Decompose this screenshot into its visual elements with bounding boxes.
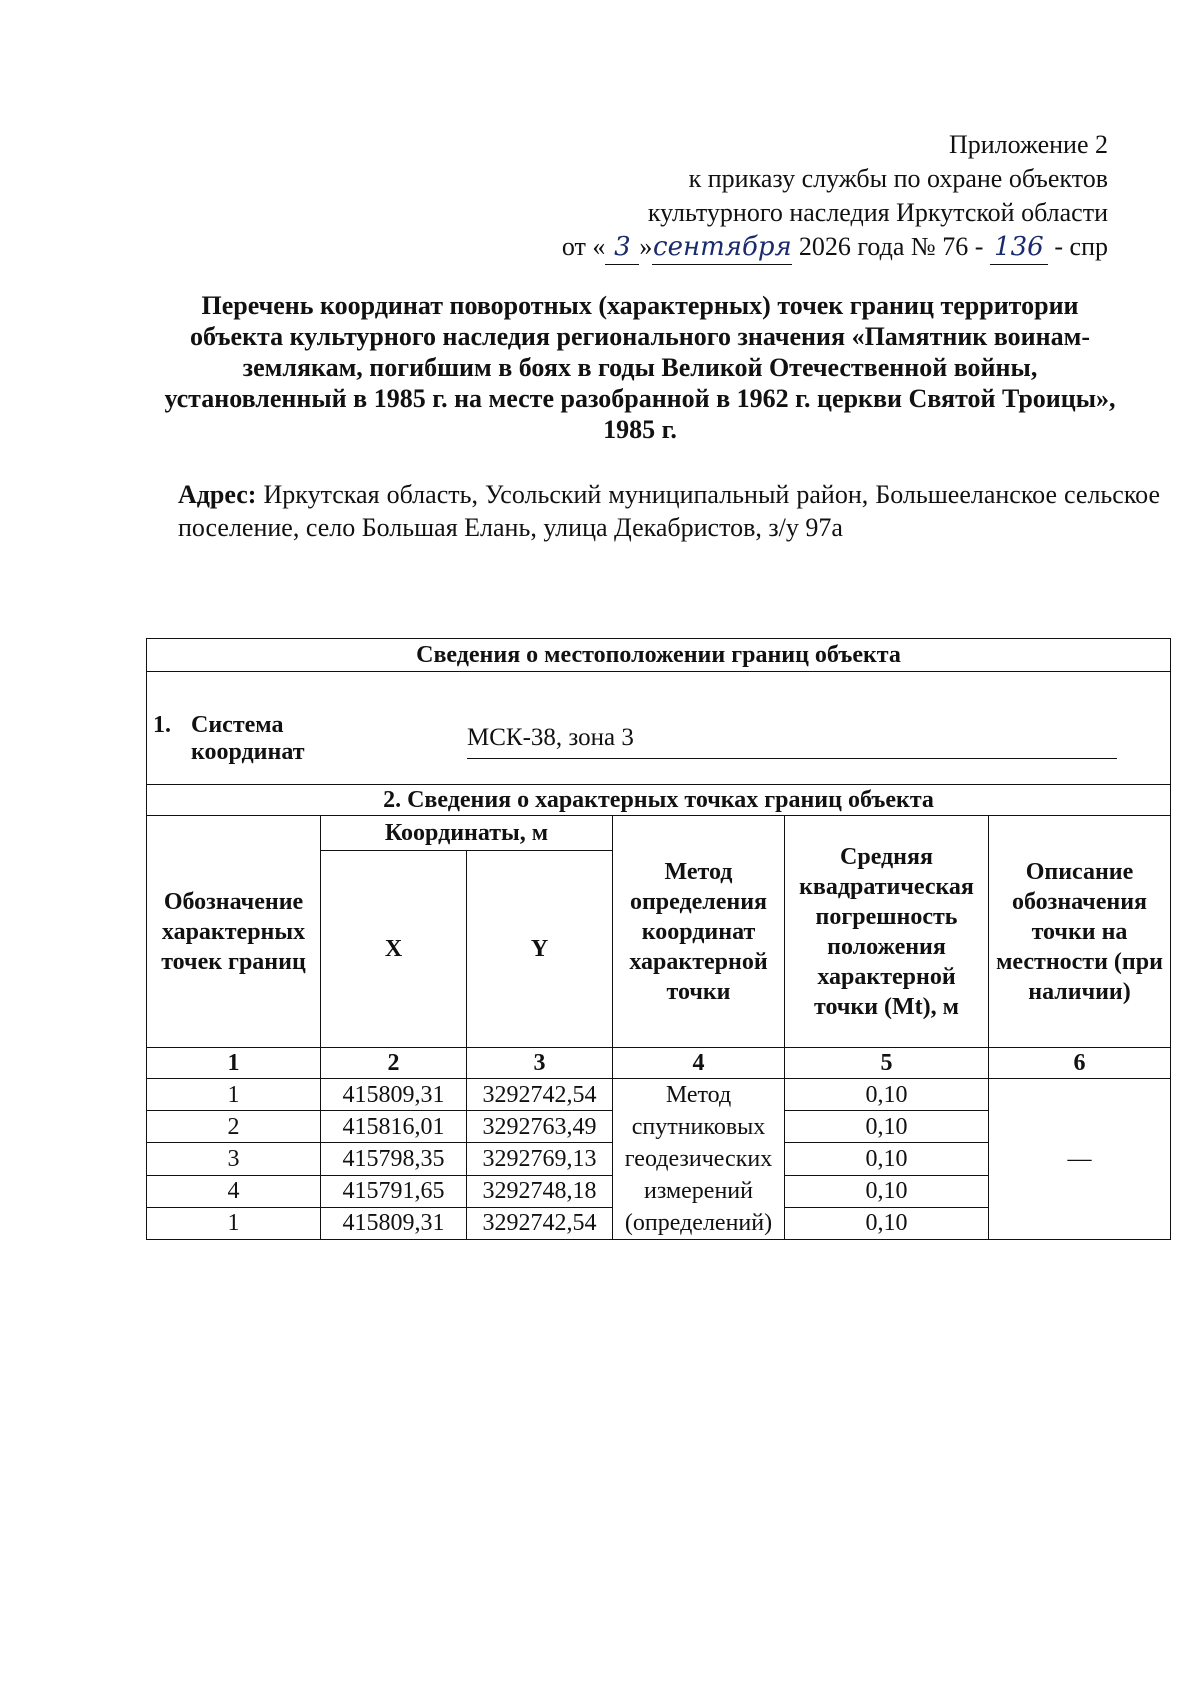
method-value: Метод спутниковых геодезических измерений (определений) bbox=[613, 1079, 785, 1240]
x-value: 415816,01 bbox=[321, 1111, 467, 1143]
point-id: 1 bbox=[147, 1079, 321, 1111]
appendix-date-line bbox=[562, 230, 1108, 265]
header-error: Средняя квадратическая погрешность положения характерной точки (Mt), м bbox=[785, 816, 989, 1048]
address-text: Иркутская область, Усольский муниципальный район, Большееланское сельское поселение, село Большая Елань, улица Декабристов, з/у 97а bbox=[178, 480, 1160, 542]
section2-title: 2. Сведения о характерных точках границ объекта bbox=[147, 785, 1171, 816]
handwritten-order-number: 136 bbox=[990, 230, 1048, 265]
system-number: 1. bbox=[153, 712, 171, 738]
coordinate-system-row bbox=[147, 672, 1171, 785]
x-value: 415809,31 bbox=[321, 1079, 467, 1111]
appendix-title: Приложение 2 bbox=[948, 130, 1108, 159]
mt-value: 0,10 bbox=[785, 1143, 989, 1175]
coordinate-system-label bbox=[153, 712, 305, 766]
section1-title: Сведения о местоположении границ объекта bbox=[147, 639, 1171, 672]
document-title: Перечень координат поворотных (характерных) точек границ территории объекта культурного наследия регионального значения «Памятник воинам-землякам, погибшим в боях в годы Великой Отечественной войны, установленный в 1985 г. на месте разобранной в 1962 г. церкви Святой Троицы», 1985 г. bbox=[164, 291, 1116, 444]
table-row bbox=[147, 1079, 1171, 1111]
system-label-line2: координат bbox=[191, 739, 305, 765]
column-number: 4 bbox=[613, 1048, 785, 1079]
handwritten-day: 3 bbox=[605, 230, 639, 265]
column-number: 1 bbox=[147, 1048, 321, 1079]
column-number: 6 bbox=[989, 1048, 1171, 1079]
header-description: Описание обозначения точки на местности (при наличии) bbox=[989, 816, 1171, 1048]
boundary-table bbox=[146, 638, 1171, 1240]
mt-value: 0,10 bbox=[785, 1111, 989, 1143]
appendix-line-order: к приказу службы по охране объектов bbox=[688, 164, 1108, 193]
address-label: Адрес: bbox=[178, 480, 257, 509]
header-y: Y bbox=[467, 851, 613, 1048]
x-value: 415791,65 bbox=[321, 1175, 467, 1207]
appendix-header bbox=[562, 128, 1108, 265]
coordinate-system-value: МСК-38, зона 3 bbox=[467, 724, 1117, 759]
address-block bbox=[178, 478, 1160, 544]
mt-value: 0,10 bbox=[785, 1175, 989, 1207]
point-id: 1 bbox=[147, 1207, 321, 1239]
column-number: 5 bbox=[785, 1048, 989, 1079]
y-value: 3292763,49 bbox=[467, 1111, 613, 1143]
point-id: 3 bbox=[147, 1143, 321, 1175]
system-label-line1: Система bbox=[191, 712, 284, 738]
appendix-line-agency: культурного наследия Иркутской области bbox=[647, 198, 1108, 227]
header-designation: Обозначение характерных точек границ bbox=[147, 816, 321, 1048]
point-id: 4 bbox=[147, 1175, 321, 1207]
y-value: 3292742,54 bbox=[467, 1079, 613, 1111]
x-value: 415798,35 bbox=[321, 1143, 467, 1175]
order-suffix: - спр bbox=[1054, 232, 1108, 261]
point-id: 2 bbox=[147, 1111, 321, 1143]
date-prefix: от « bbox=[561, 232, 606, 261]
header-coordinates: Координаты, м bbox=[321, 816, 613, 851]
header-x: X bbox=[321, 851, 467, 1048]
handwritten-month: сентября bbox=[652, 230, 792, 265]
header-method: Метод определения координат характерной точки bbox=[613, 816, 785, 1048]
description-value: — bbox=[989, 1079, 1171, 1240]
y-value: 3292748,18 bbox=[467, 1175, 613, 1207]
column-number: 3 bbox=[467, 1048, 613, 1079]
x-value: 415809,31 bbox=[321, 1207, 467, 1239]
y-value: 3292769,13 bbox=[467, 1143, 613, 1175]
date-year: 2026 года № 76 - bbox=[798, 232, 984, 261]
column-number: 2 bbox=[321, 1048, 467, 1079]
date-quote: » bbox=[639, 232, 653, 261]
mt-value: 0,10 bbox=[785, 1079, 989, 1111]
mt-value: 0,10 bbox=[785, 1207, 989, 1239]
y-value: 3292742,54 bbox=[467, 1207, 613, 1239]
